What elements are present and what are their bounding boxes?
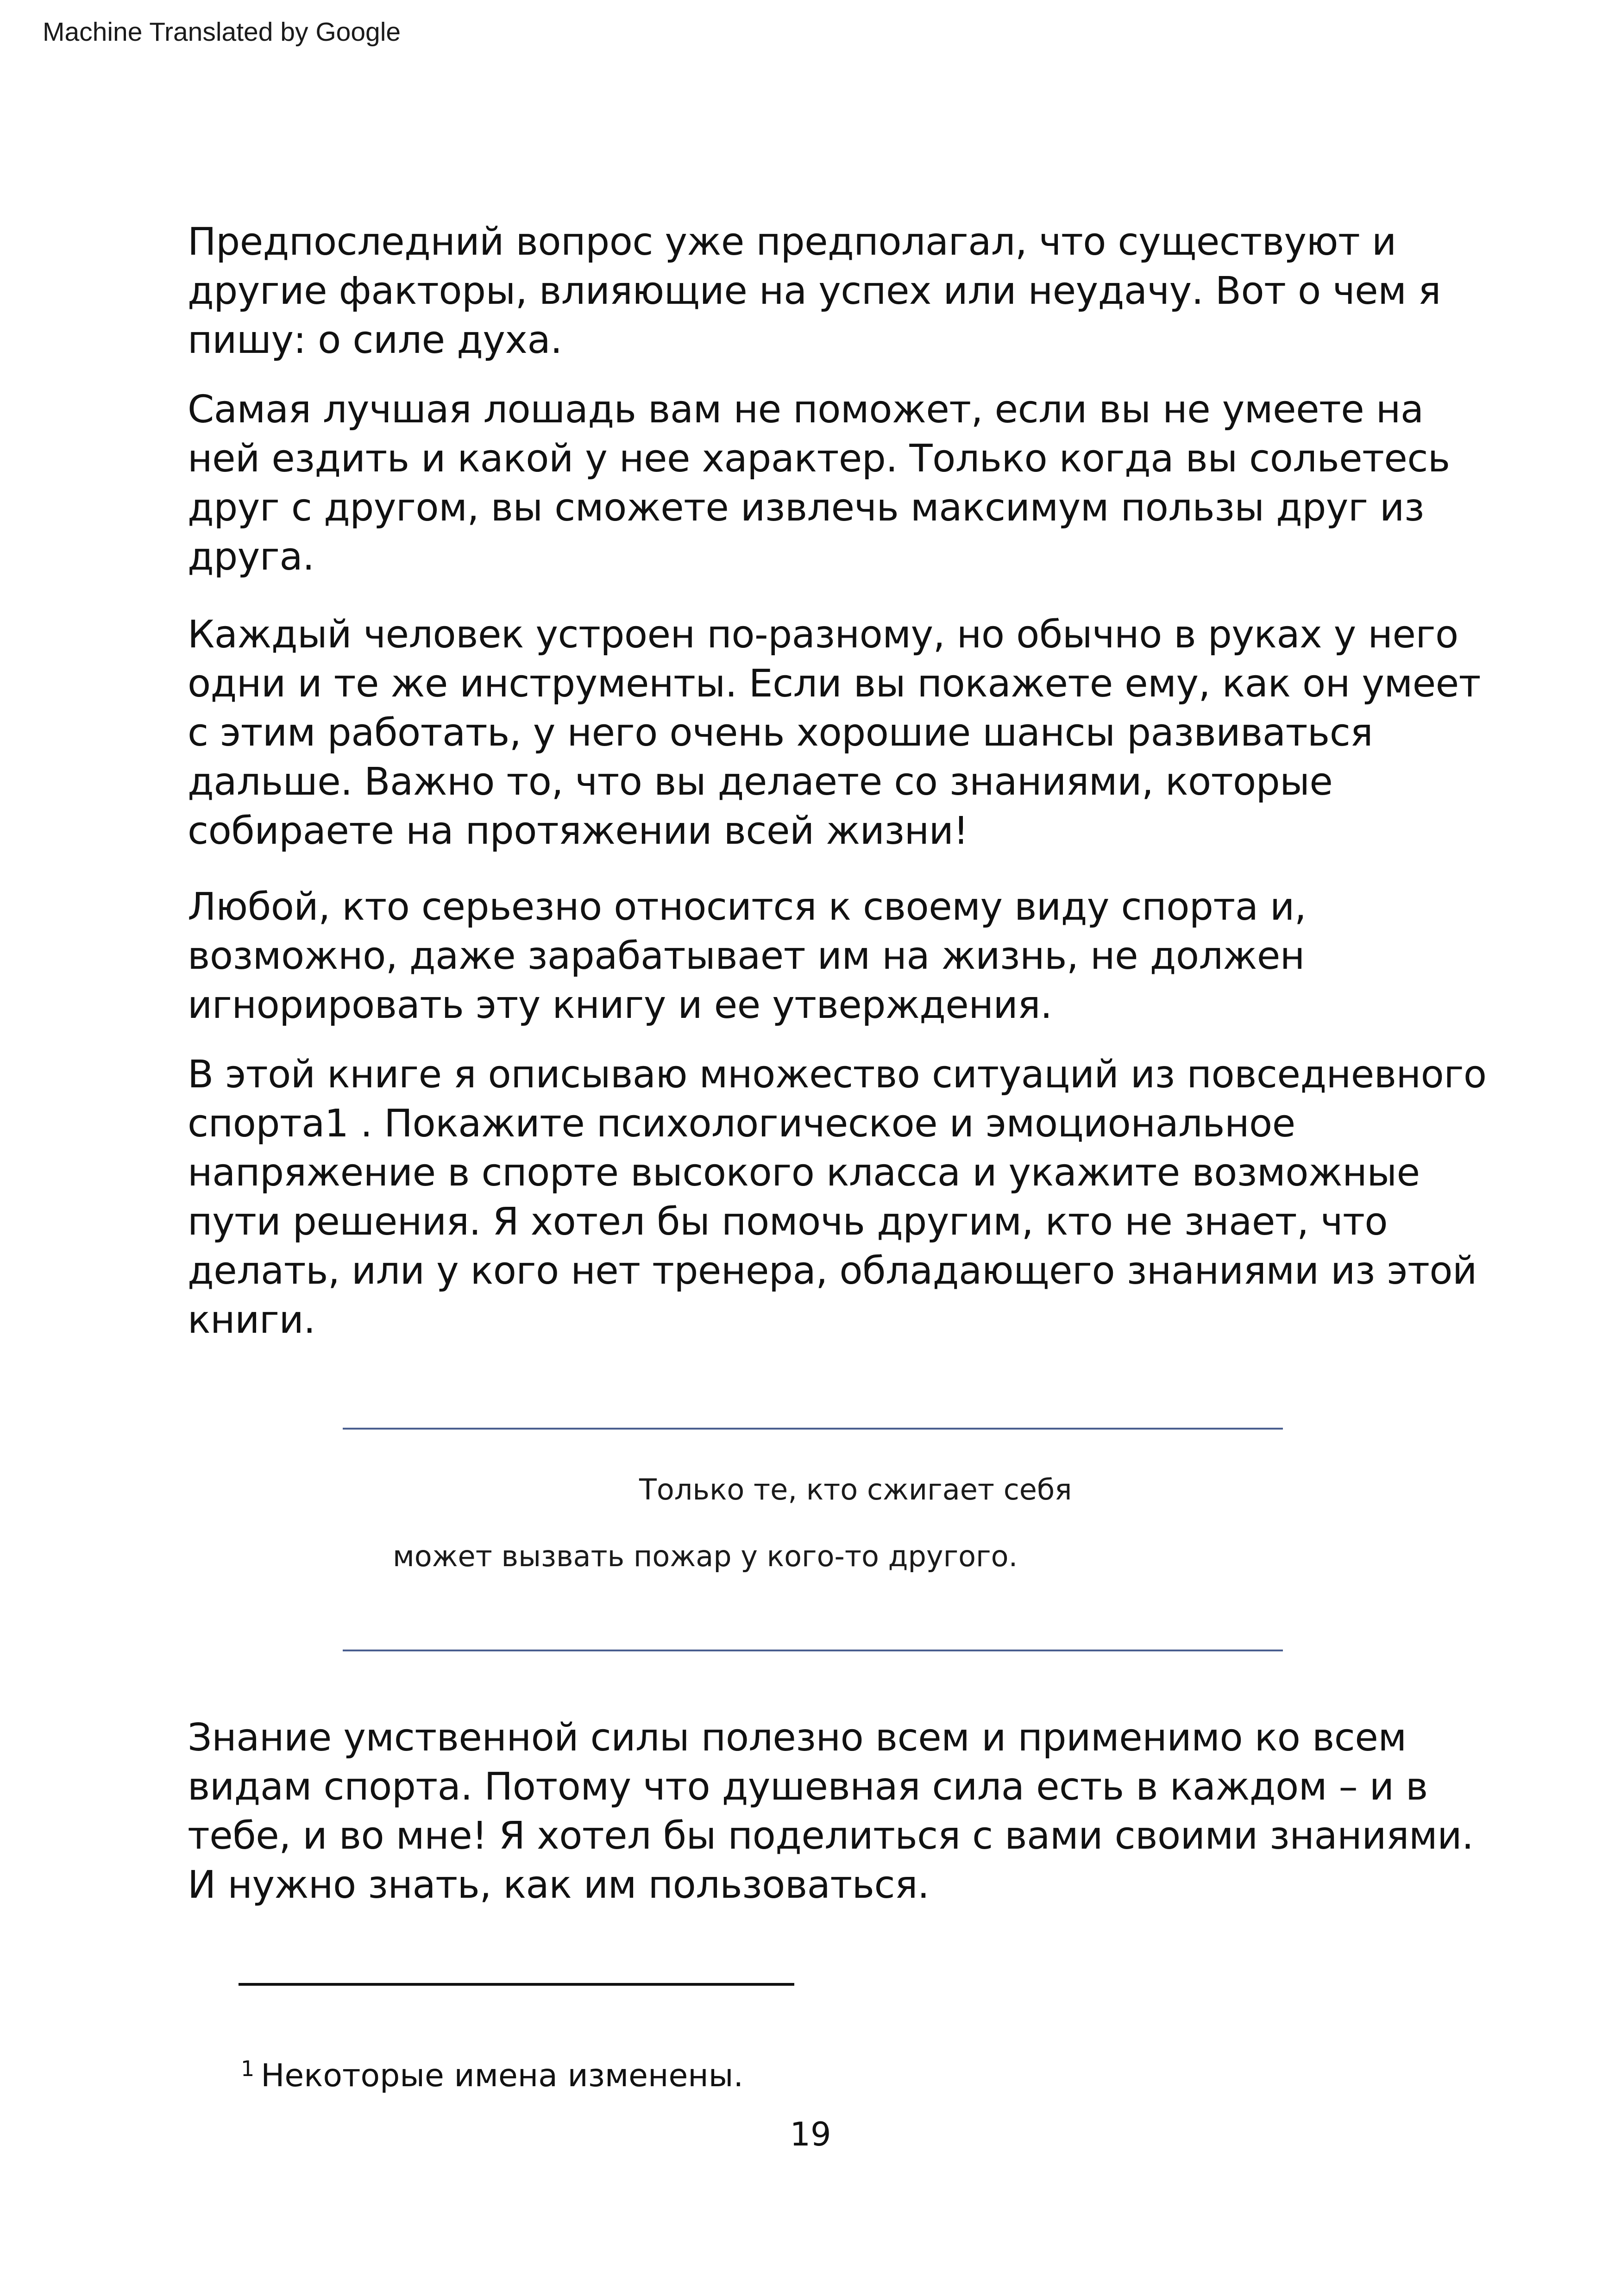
paragraph-5 <box>188 1050 1487 1345</box>
machine-translation-watermark: Machine Translated by Google <box>43 17 401 47</box>
paragraph-line: дальше. Важно то, что вы делаете со знаниями, которые <box>188 760 1333 804</box>
footnote-marker: 1 <box>241 2056 255 2081</box>
paragraph-4 <box>188 883 1475 1030</box>
paragraph-line: И нужно знать, как им пользоваться. <box>188 1863 930 1907</box>
paragraph-line: книги. <box>188 1298 315 1342</box>
paragraph-line: ней ездить и какой у нее характер. Только когда вы сольетесь <box>188 437 1450 481</box>
paragraph-line: напряжение в спорте высокого класса и укажите возможные <box>188 1151 1420 1195</box>
paragraph-line: В этой книге я описываю множество ситуаций из повседневного <box>188 1053 1487 1097</box>
paragraph-line: друга. <box>188 535 314 579</box>
paragraph-line: игнорировать эту книгу и ее утверждения. <box>188 983 1052 1027</box>
paragraph-line: Любой, кто серьезно относится к своему виду спорта и, <box>188 885 1307 929</box>
paragraph-line: пути решения. Я хотел бы помочь другим, кто не знает, что <box>188 1200 1388 1244</box>
paragraph-2 <box>188 385 1475 582</box>
footnote <box>241 2056 743 2094</box>
paragraph-line: возможно, даже зарабатывает им на жизнь, не должен <box>188 934 1305 978</box>
footnote-text: Некоторые имена изменены. <box>261 2058 744 2094</box>
paragraph-line: Предпоследний вопрос уже предполагал, что существуют и <box>188 220 1396 264</box>
paragraph-3 <box>188 610 1481 856</box>
quote-divider-bottom <box>343 1650 1283 1651</box>
paragraph-line: другие факторы, влияющие на успех или неудачу. Вот о чем я <box>188 269 1441 313</box>
paragraph-line: друг с другом, вы сможете извлечь максимум пользы друг из <box>188 486 1424 530</box>
paragraph-line: Каждый человек устроен по-разному, но обычно в руках у него <box>188 613 1458 657</box>
paragraph-line: одни и те же инструменты. Если вы покажете ему, как он умеет <box>188 662 1481 706</box>
quote-line-1: Только те, кто сжигает себя <box>639 1473 1072 1506</box>
paragraph-line: тебе, и во мне! Я хотел бы поделиться с вами своими знаниями. <box>188 1814 1474 1858</box>
paragraph-line: Знание умственной силы полезно всем и применимо ко всем <box>188 1716 1407 1760</box>
paragraph-line: видам спорта. Потому что душевная сила есть в каждом – и в <box>188 1765 1428 1809</box>
footnote-separator <box>239 1983 794 1986</box>
paragraph-line: пишу: о силе духа. <box>188 318 562 362</box>
quote-divider-top <box>343 1428 1283 1430</box>
paragraph-1 <box>188 218 1475 365</box>
quote-line-2: может вызвать пожар у кого-то другого. <box>393 1539 1018 1573</box>
paragraph-6 <box>188 1713 1475 1910</box>
paragraph-line: собираете на протяжении всей жизни! <box>188 809 968 853</box>
page-number: 19 <box>790 2115 831 2153</box>
paragraph-line: Самая лучшая лошадь вам не поможет, если вы не умеете на <box>188 388 1424 432</box>
paragraph-line: с этим работать, у него очень хорошие шансы развиваться <box>188 711 1373 755</box>
paragraph-line: спорта1 . Покажите психологическое и эмоциональное <box>188 1102 1295 1146</box>
paragraph-line: делать, или у кого нет тренера, обладающего знаниями из этой <box>188 1249 1477 1293</box>
